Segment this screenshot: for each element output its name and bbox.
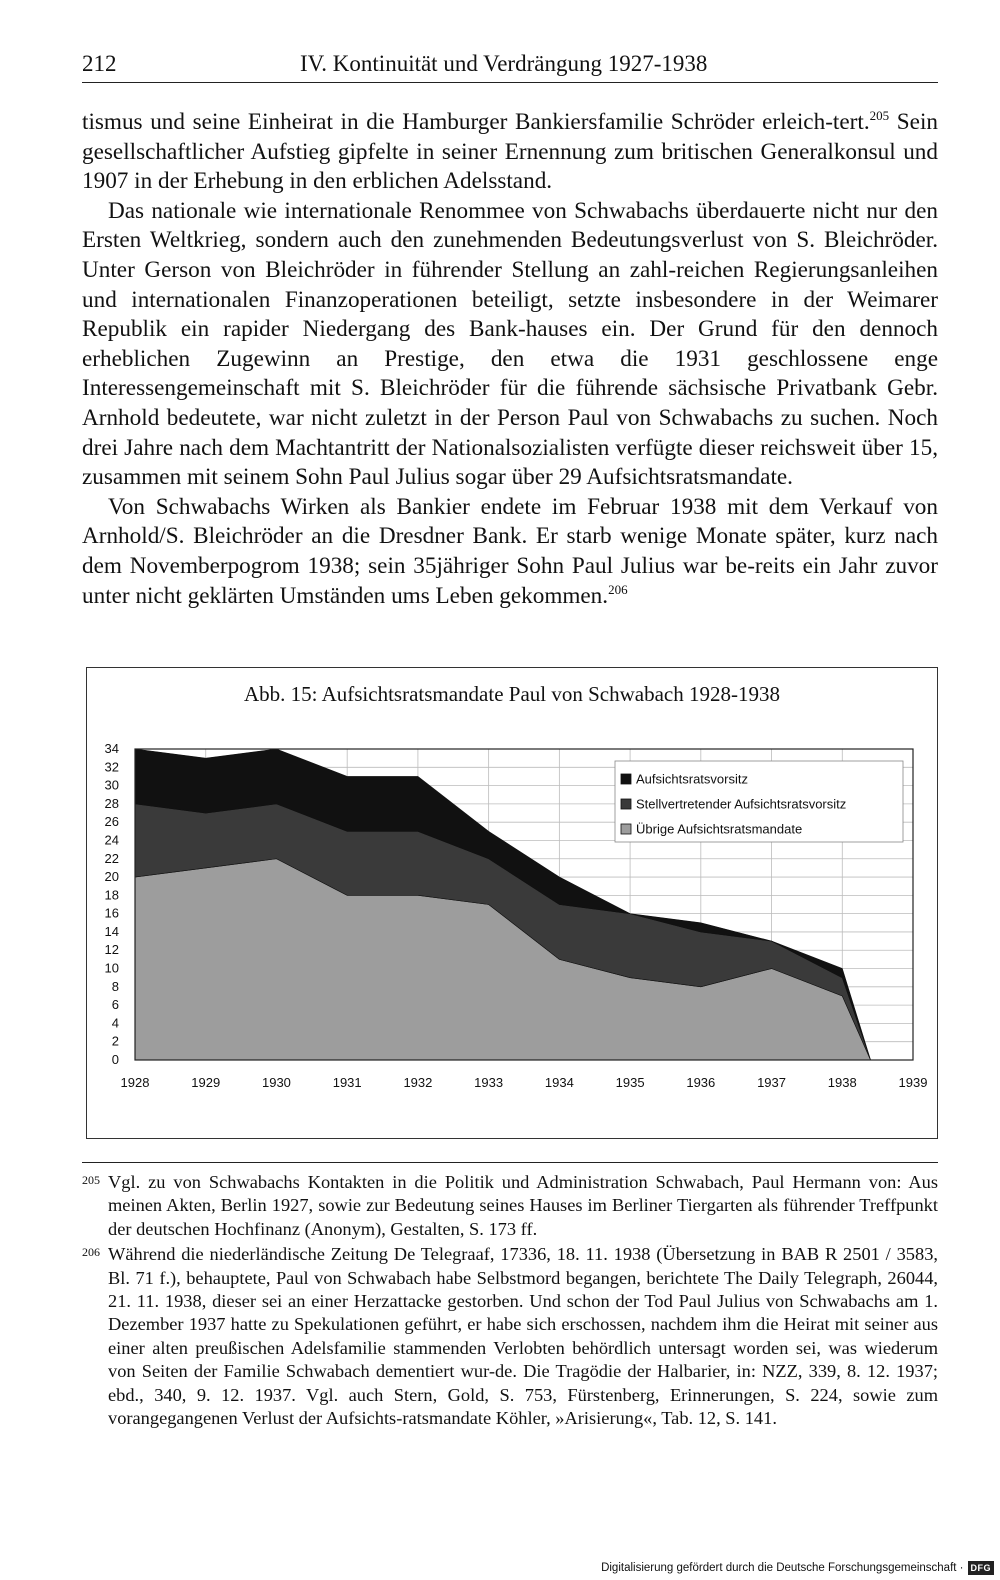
credit-text: Digitalisierung gefördert durch die Deutsche Forschungsgemeinschaft · — [601, 1562, 964, 1574]
footnote-text: Während die niederländische Zeitung De Telegraaf, 17336, 18. 11. 1938 (Übersetzung in BAB R 2501 / 3583, Bl. 71 f.), behauptete, Paul von Schwabach habe Selbstmord begangen, berichtete The Daily Telegraph, 26044, 21. 11. 1938, dieser sei an einer Herzattacke gestorben. Und schon der Tod Paul Julius von Schwabachs am 1. Dezember 1937 hatte zu Spekulationen geführt, er habe sich erschossen, nachdem ihm die Heirat mit seiner aus einer alten preußischen Adelsfamilie stammenden Verlobten behördlich untersagt worden sei, was wiederum von Seiten der Familie Schwabach dementiert wur-de. Die Tragödie der Halbarier, in: NZZ, 339, 8. 12. 1937; ebd., 340, 9. 12. 1937. Vgl. auch Stern, Gold, S. 753, Fürstenberg, Erinnerungen, S. 224, sowie zum vorangegangenen Verlust der Aufsichts-ratsmandate Köhler, »Arisierung«, Tab. 12, S. 141. — [108, 1244, 938, 1429]
y-tick-label: 24 — [104, 832, 119, 848]
y-tick-label: 16 — [104, 905, 119, 921]
y-tick-label: 18 — [104, 887, 119, 903]
paragraph-1 — [82, 108, 938, 197]
paragraph-3-text: Von Schwabachs Wirken als Bankier endete im Februar 1938 mit dem Verkauf von Arnhold/S. Bleichröder an die Dresdner Bank. Er starb wenige Monate später, kurz nach dem Novemberpogrom 1938; sein 35jähriger Sohn Paul Julius war be-reits ein Jahr zuvor unter nicht geklärten Umständen ums Leben gekommen. — [82, 493, 938, 609]
paragraph-3 — [82, 493, 938, 611]
y-tick-label: 30 — [104, 777, 119, 793]
x-tick-label: 1933 — [474, 1075, 504, 1090]
y-tick-label: 20 — [104, 869, 119, 885]
legend-label: Aufsichtsratsvorsitz — [636, 771, 748, 787]
y-tick-label: 14 — [104, 923, 119, 939]
paragraph-2: Das nationale wie internationale Renommee von Schwabachs überdauerte nicht nur den Ersten Weltkrieg, sondern auch den zunehmenden Bedeutungsverlust von S. Bleichröder. Unter Gerson von Bleichröder in führender Stellung an zahl-reichen Regierungsanleihen und internationalen Finanzoperationen beteiligt, setzte insbesondere in der Weimarer Republik ein rapider Niedergang des Bank-hauses ein. Der Grund für den dennoch erheblichen Zugewinn an Prestige, den etwa die 1931 geschlossene enge Interessengemeinschaft mit S. Bleichröder für die führende sächsische Privatbank Gebr. Arnhold bedeutete, war nicht zuletzt in der Person Paul von Schwabachs zu suchen. Noch drei Jahre nach dem Machtantritt der Nationalsozialisten verfügte dieser reichsweit über 15, zusammen mit seinem Sohn Paul Julius sogar über 29 Aufsichtsratsmandate. — [82, 197, 938, 491]
footnote-ref-205[interactable]: 205 — [869, 108, 890, 123]
y-tick-label: 32 — [104, 759, 119, 775]
y-tick-label: 22 — [104, 850, 119, 866]
footnote-ref-206[interactable]: 206 — [608, 581, 628, 597]
body-text — [82, 108, 938, 611]
legend-label: Stellvertretender Aufsichtsratsvorsitz — [636, 796, 847, 812]
figure-title: Abb. 15: Aufsichtsratsmandate Paul von Schwabach 1928-1938 — [244, 682, 780, 706]
y-tick-label: 2 — [111, 1033, 119, 1049]
y-tick-label: 4 — [111, 1015, 119, 1031]
running-title: IV. Kontinuität und Verdrängung 1927-1938 — [300, 51, 708, 76]
y-tick-label: 28 — [104, 795, 119, 811]
footnote-205 — [82, 1171, 938, 1241]
x-tick-label: 1931 — [332, 1075, 362, 1090]
x-tick-label: 1929 — [191, 1075, 221, 1090]
paragraph-1-text-b: Sein gesellschaftlicher Aufstieg gipfelte in seiner Ernennung zum britischen Generalkonsul und 1907 in der Erhebung in den erblichen Adelsstand. — [82, 109, 938, 195]
footnote-number: 205 — [82, 1173, 100, 1187]
legend-label: Übrige Aufsichtsratsmandate — [636, 821, 803, 837]
x-tick-label: 1935 — [615, 1075, 645, 1090]
legend-swatch — [621, 824, 631, 834]
footnotes — [82, 1162, 938, 1432]
figure-box — [86, 667, 938, 1139]
y-tick-label: 0 — [111, 1052, 119, 1067]
stacked-area-chart — [87, 668, 939, 1140]
y-tick-label: 8 — [111, 978, 119, 994]
legend-swatch — [621, 774, 631, 784]
page-number: 212 — [82, 51, 117, 76]
y-tick-label: 10 — [104, 960, 119, 976]
y-tick-label: 12 — [104, 942, 119, 958]
footnote-number: 206 — [82, 1245, 100, 1260]
y-tick-label: 26 — [104, 814, 119, 830]
page-header — [82, 46, 938, 83]
digitization-credit — [601, 1558, 994, 1578]
x-tick-label: 1936 — [686, 1075, 716, 1090]
x-tick-label: 1930 — [261, 1075, 291, 1090]
x-tick-label: 1938 — [827, 1075, 857, 1090]
x-tick-label: 1937 — [757, 1075, 787, 1090]
paragraph-1-text-a: tismus und seine Einheirat in die Hamburger Bankiersfamilie Schröder erleich-tert. — [82, 109, 870, 135]
x-tick-label: 1932 — [403, 1075, 433, 1090]
x-tick-label: 1928 — [120, 1075, 150, 1090]
footnote-text: Vgl. zu von Schwabachs Kontakten in die Politik und Administration Schwabach, Paul Hermann von: Aus meinen Akten, Berlin 1927, sowie zur Bedeutung seines Hauses im Berliner Tiergarten als führender Treffpunkt der deutschen Hochfinanz (Anonym), Gestalten, S. 173 ff. — [108, 1172, 938, 1239]
footnote-206 — [82, 1243, 938, 1430]
y-tick-label: 34 — [104, 741, 119, 756]
x-tick-label: 1939 — [898, 1075, 928, 1090]
dfg-logo: DFG — [968, 1561, 995, 1575]
y-tick-label: 6 — [111, 997, 119, 1013]
x-tick-label: 1934 — [544, 1075, 574, 1090]
legend-swatch — [621, 799, 631, 809]
